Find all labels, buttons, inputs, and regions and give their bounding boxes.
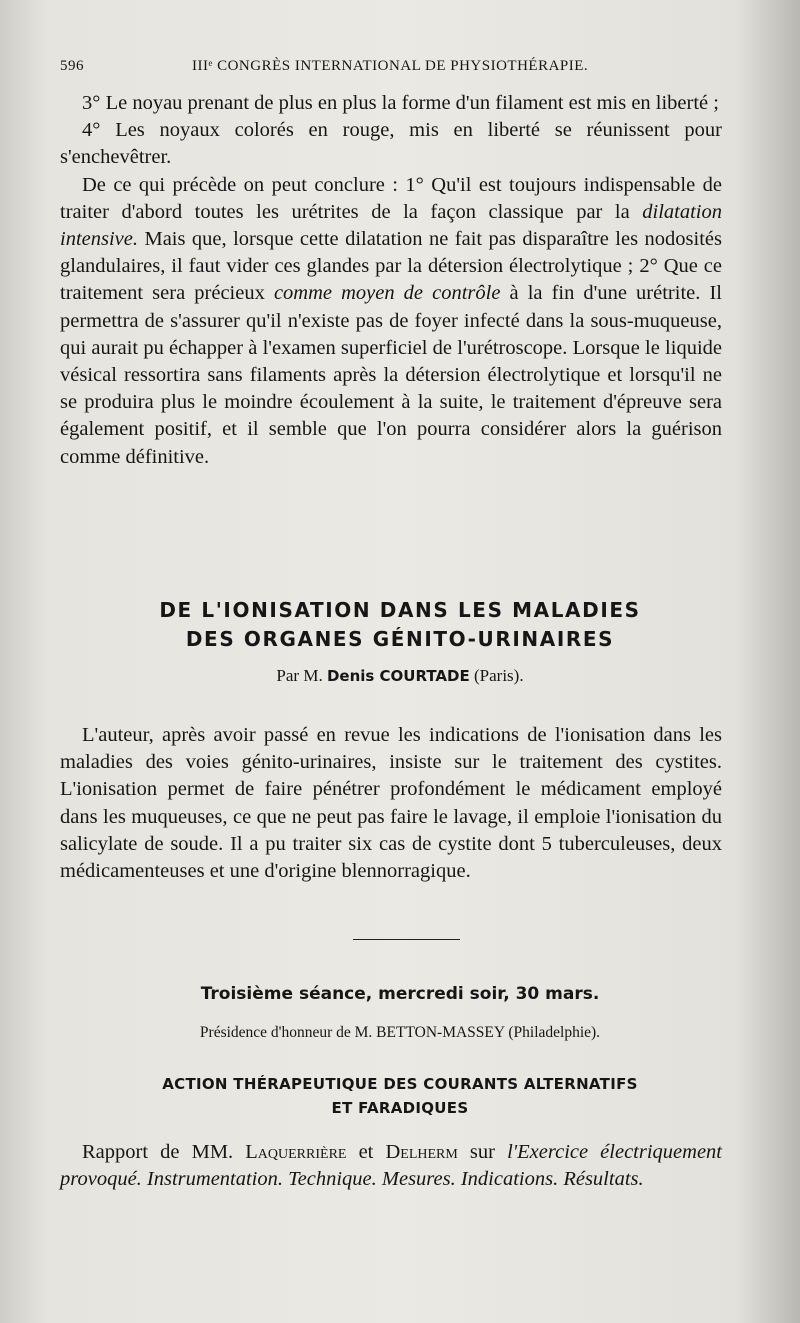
- conclusion-italic-1: dilatation intensive.: [60, 200, 722, 251]
- rapport-author-2: Delherm: [385, 1141, 458, 1163]
- action-title: [60, 1072, 740, 1120]
- author-name: Denis COURTADE: [326, 667, 470, 685]
- rapport-paragraph: [60, 1139, 722, 1193]
- section-title-line-1: DE L'IONISATION DANS LES MALADIES: [159, 598, 641, 622]
- paragraph-item-4: 4° Les noyaux colorés en rouge, mis en liberté se réunissent pour s'enchevêtrer.: [60, 119, 722, 169]
- section-title-line-2: DES ORGANES GÉNITO-URINAIRES: [185, 627, 615, 651]
- conclusion-text-a: De ce qui précède on peut conclure : 1° Qu'il est toujours indispensable de traiter d'abord toutes les urétrites de la façon classique par la: [60, 173, 722, 223]
- seance-title: Troisième séance, mercredi soir, 30 mars.: [200, 984, 600, 1004]
- rapport-and: et: [346, 1141, 386, 1163]
- rapport-author-1: Laquerrière: [245, 1141, 347, 1163]
- conclusion-text-b: Mais que, lorsque cette dilatation ne fait pas disparaître les nodosités glandulaires, il faut vider ces glandes par la détersion électrolytique ; 2° Que ce traitement sera précieux: [60, 228, 722, 305]
- conclusion-text-c: à la fin d'une urétrite. Il permettra de s'assurer qu'il n'existe pas de foyer infecté dans la sous-muqueuse, qui aurait pu échapper à l'examen superficiel de l'urétroscope. Lorsque le liquide vésical ressortira sans filaments après la détersion électrolytique et lorsqu'il ne se produira plus le moindre écoulement à la suite, le traitement d'épreuve sera également positif, et il semble que l'on pourra considérer alors la guérison comme définitive.: [60, 282, 722, 468]
- page-number: 596: [60, 58, 84, 74]
- rapport-prefix: Rapport de MM.: [82, 1141, 246, 1163]
- rapport-title: l'Exercice électriquement provoqué. Instrumentation. Technique. Mesures. Indications. Résultats.: [60, 1141, 722, 1191]
- paragraph-item-3: 3° Le noyau prenant de plus en plus la forme d'un filament est mis en liberté ;: [82, 92, 719, 114]
- abstract-paragraph: L'auteur, après avoir passé en revue les indications de l'ionisation dans les maladies des voies génito-urinaires, insiste sur le traitement des cystites. L'ionisation permet de faire pénétrer profondément le médicament employé dans les muqueuses, ce que ne peut pas faire le lavage, il emploie l'ionisation du salicylate de soude. Il a pu traiter six cas de cystite dont 5 tuberculeuses, deux médicamenteuses et une d'origine blennorragique.: [60, 724, 722, 883]
- section-divider: [353, 939, 460, 940]
- rapport-sur: sur: [457, 1141, 508, 1163]
- byline: [60, 666, 740, 686]
- action-title-line-2: ET FARADIQUES: [331, 1099, 469, 1117]
- paragraph-conclusion: [60, 172, 722, 471]
- action-title-line-1: ACTION THÉRAPEUTIQUE DES COURANTS ALTERNATIFS: [162, 1075, 638, 1093]
- byline-suffix: (Paris).: [469, 666, 524, 685]
- rapport-text: [60, 1139, 722, 1193]
- abstract-text: [60, 722, 722, 885]
- running-header: [60, 58, 740, 82]
- intro-text: [60, 90, 722, 471]
- presidence-line: Présidence d'honneur de M. BETTON-MASSEY (Philadelphie).: [199, 1024, 601, 1041]
- byline-prefix: Par M.: [276, 666, 327, 685]
- conclusion-italic-2: comme moyen de contrôle: [273, 282, 501, 305]
- running-title: IIIᵉ CONGRÈS INTERNATIONAL DE PHYSIOTHÉRAPIE.: [192, 58, 589, 74]
